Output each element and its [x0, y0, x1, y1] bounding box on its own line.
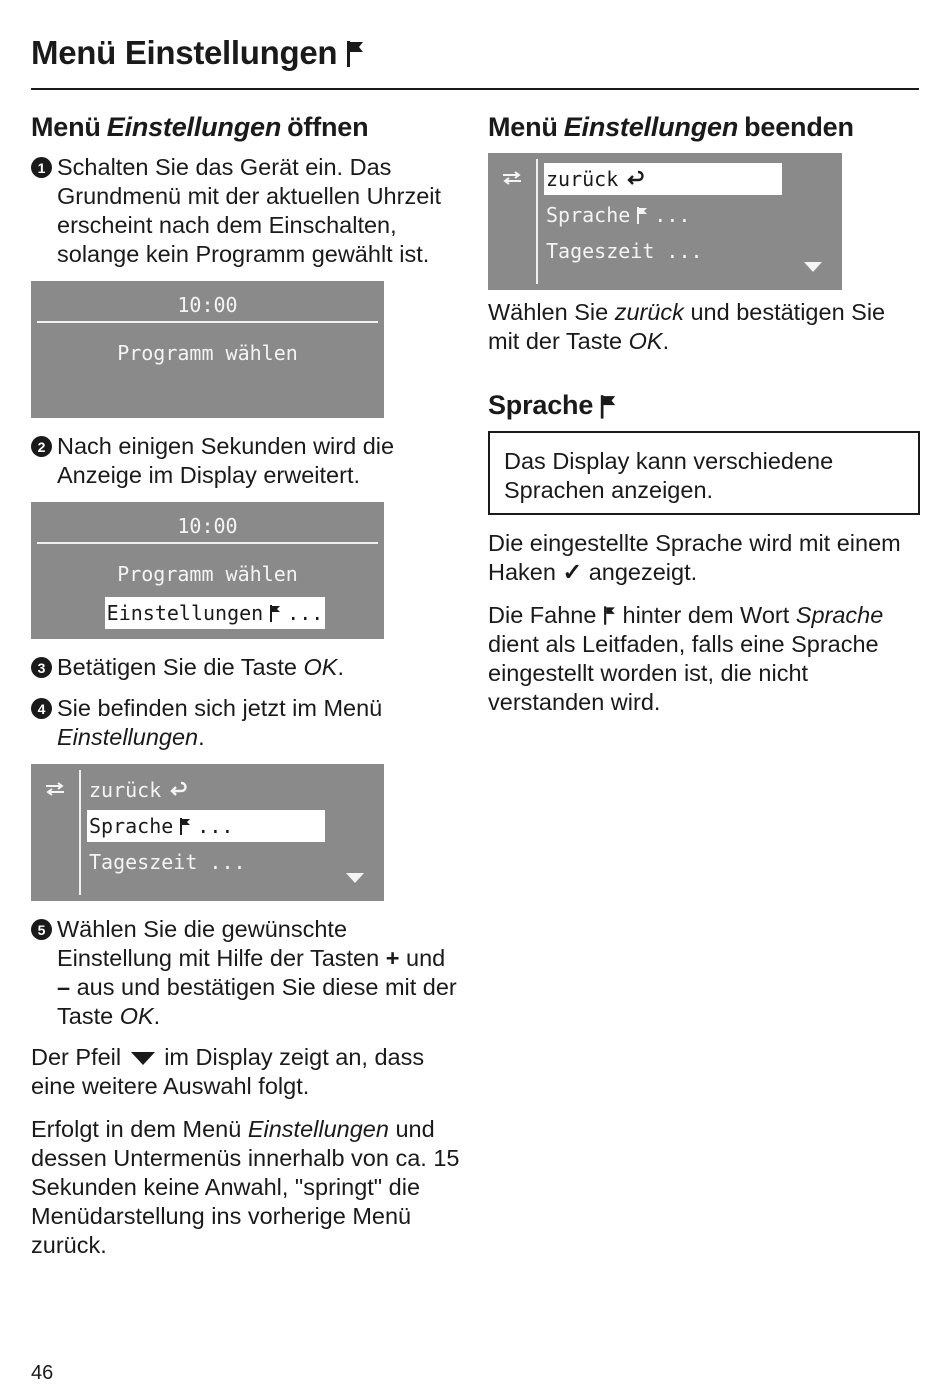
text-italic: Sprache — [795, 602, 884, 628]
flag-icon — [179, 817, 191, 835]
timeout-paragraph — [31, 1115, 463, 1260]
display-divider — [37, 542, 378, 544]
return-arrow-icon — [624, 170, 646, 188]
text: Wählen Sie die gewünschte Einstellung mit Hilfe der Tasten — [57, 916, 386, 971]
text: . — [153, 1003, 161, 1029]
exit-paragraph — [488, 298, 920, 356]
step-text — [57, 915, 463, 1031]
step-number: 3 — [31, 657, 52, 678]
text-italic: OK — [303, 654, 338, 680]
menu-item-label: Sprache — [89, 814, 174, 838]
menu-item-label: zurück — [89, 778, 162, 802]
text-italic: Einstellungen — [247, 1116, 389, 1142]
heading-italic: Einstellungen — [106, 112, 282, 142]
checkmark-icon: ✓ — [562, 559, 583, 585]
step-3 — [31, 653, 463, 682]
page-number: 46 — [31, 1362, 54, 1384]
settings-toggle-icon — [31, 770, 81, 895]
menu-item-suffix: ... — [197, 814, 234, 838]
text: im Display zeigt an, dass eine weitere Auswahl folgt. — [31, 1044, 425, 1099]
step-text: Nach einigen Sekunden wird die Anzeige im Display erweitert. — [57, 433, 395, 488]
display-extended-menu — [31, 502, 384, 639]
menu-item-language — [87, 810, 325, 842]
text: . — [662, 328, 670, 354]
step-number: 5 — [31, 919, 52, 940]
display-settings-exit — [488, 153, 842, 290]
right-column — [488, 112, 920, 717]
display-time: 10:00 — [177, 293, 238, 317]
text: Erfolgt in dem Menü — [31, 1116, 248, 1142]
return-arrow-icon — [167, 781, 189, 799]
menu-item-label: Sprache — [546, 203, 631, 227]
minus-key: – — [57, 974, 71, 1000]
display-program: Programm wählen — [117, 341, 298, 365]
text: aus und bestätigen Sie diese mit der Taste — [57, 974, 457, 1029]
heading-italic: Einstellungen — [563, 112, 739, 142]
display-divider — [37, 321, 378, 323]
settings-toggle-icon — [488, 159, 538, 284]
plus-key: + — [385, 945, 400, 971]
text: und — [399, 945, 446, 971]
down-arrow-icon — [346, 873, 364, 883]
flag-icon — [599, 393, 617, 419]
checkmark-paragraph — [488, 529, 920, 587]
text: und bestätigen Sie mit der Taste — [488, 299, 886, 354]
heading-text: beenden — [744, 112, 854, 142]
display-settings-menu — [31, 764, 384, 901]
step-2 — [31, 432, 463, 490]
text-italic: zurück — [614, 299, 684, 325]
flag-icon — [345, 39, 365, 67]
display-time: 10:00 — [177, 514, 238, 538]
text: . — [337, 654, 344, 680]
step-1 — [31, 153, 463, 269]
menu-item-suffix: ... — [654, 203, 691, 227]
display-basic-menu — [31, 281, 384, 418]
flag-icon — [636, 206, 648, 224]
text: Wählen Sie — [488, 299, 615, 325]
step-text — [57, 653, 463, 682]
section-heading-exit — [488, 112, 920, 143]
left-column — [31, 112, 463, 1260]
heading-text: Menü — [31, 112, 101, 142]
flag-paragraph — [488, 601, 920, 717]
menu-item-time — [87, 844, 384, 880]
step-number: 1 — [31, 157, 52, 178]
text: Betätigen Sie die Taste — [57, 654, 304, 680]
menu-item-label: Tageszeit ... — [89, 850, 246, 874]
page-title-text: Menü Einstellungen — [31, 34, 338, 71]
step-5 — [31, 915, 463, 1031]
page-title — [31, 34, 365, 72]
heading-text: Menü — [488, 112, 558, 142]
step-text — [57, 694, 463, 752]
info-box — [488, 431, 920, 515]
menu-item-language — [544, 197, 842, 233]
down-arrow-icon — [804, 262, 822, 272]
menu-item-time — [544, 233, 842, 269]
menu-item-back — [544, 163, 782, 195]
step-4 — [31, 694, 463, 752]
text: Sie befinden sich jetzt im Menü — [57, 695, 383, 721]
selected-suffix: ... — [287, 601, 324, 625]
text: Die eingestellte Sprache wird mit einem Haken — [488, 530, 901, 585]
text-italic: OK — [628, 328, 663, 354]
step-number: 2 — [31, 436, 52, 457]
heading-text: öffnen — [287, 112, 369, 142]
step-number: 4 — [31, 698, 52, 719]
text: hinter dem Wort — [622, 602, 796, 628]
flag-icon — [603, 605, 616, 625]
flag-icon — [269, 604, 281, 622]
section-heading-language — [488, 390, 920, 421]
menu-list — [81, 764, 384, 901]
text: angezeigt. — [588, 559, 698, 585]
section-heading-open — [31, 112, 463, 143]
text: und dessen Untermenüs innerhalb von ca. 15 Sekunden keine Anwahl, "springt" die Menüdarstellung ins vorherige Menü zurück. — [31, 1116, 460, 1258]
down-arrow-icon — [131, 1052, 155, 1065]
arrow-paragraph — [31, 1043, 463, 1101]
text-italic: Einstellungen — [57, 724, 199, 750]
step-text: Schalten Sie das Gerät ein. Das Grundmenü mit der aktuellen Uhrzeit erscheint nach dem Einschalten, solange kein Programm gewählt ist. — [57, 154, 442, 267]
menu-list — [538, 153, 842, 290]
text-italic: OK — [119, 1003, 154, 1029]
heading-text: Sprache — [488, 390, 594, 420]
title-divider — [31, 88, 919, 90]
selected-label: Einstellungen — [106, 601, 264, 625]
text: . — [198, 724, 205, 750]
display-program: Programm wählen — [117, 562, 298, 586]
text: dient als Leitfaden, falls eine Sprache eingestellt worden ist, die nicht verstanden wird. — [488, 631, 879, 715]
text: Die Fahne — [488, 602, 597, 628]
display-selected-item — [105, 597, 325, 629]
info-text: Das Display kann verschiedene Sprachen anzeigen. — [504, 448, 834, 503]
menu-item-label: zurück — [546, 167, 619, 191]
menu-item-back — [87, 772, 384, 808]
text: Der Pfeil — [31, 1044, 122, 1070]
menu-item-label: Tageszeit ... — [546, 239, 703, 263]
